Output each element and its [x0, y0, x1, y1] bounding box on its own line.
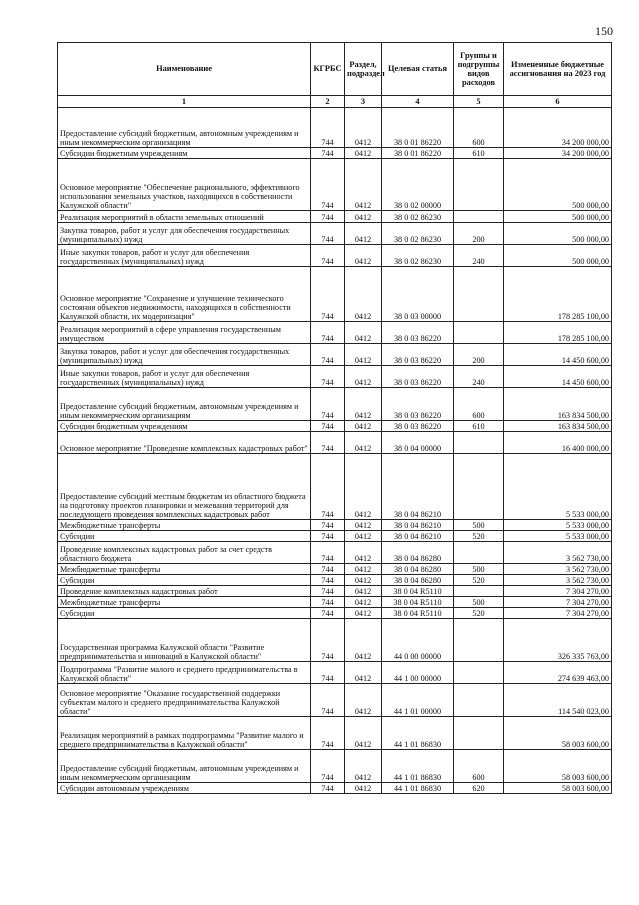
cell-target: 38 0 02 00000 — [382, 159, 454, 211]
cell-section: 0412 — [345, 211, 382, 223]
cell-group — [454, 684, 504, 717]
cell-kgrbs: 744 — [311, 684, 345, 717]
cell-amount: 7 304 270,00 — [504, 608, 612, 619]
table-row — [58, 159, 612, 211]
table-row — [58, 211, 612, 223]
cell-amount: 500 000,00 — [504, 159, 612, 211]
cell-name: Межбюджетные трансферты — [58, 597, 311, 608]
cell-group — [454, 322, 504, 344]
cell-section: 0412 — [345, 388, 382, 421]
cell-name: Предоставление субсидий местным бюджетам из областного бюджета на подготовку проектов планировки и межевания территорий для последующего проведения комплексных кадастровых работ — [58, 454, 311, 520]
column-number-row — [58, 96, 612, 108]
cell-kgrbs: 744 — [311, 586, 345, 597]
cell-target: 38 0 03 86220 — [382, 366, 454, 388]
cell-target: 38 0 03 86220 — [382, 344, 454, 366]
cell-group — [454, 586, 504, 597]
cell-amount: 500 000,00 — [504, 211, 612, 223]
cell-name: Проведение комплексных кадастровых работ за счет средств областного бюджета — [58, 542, 311, 564]
cell-section: 0412 — [345, 344, 382, 366]
cell-section: 0412 — [345, 421, 382, 432]
table-row — [58, 366, 612, 388]
cell-target: 44 1 00 00000 — [382, 662, 454, 684]
cell-section: 0412 — [345, 520, 382, 531]
cell-kgrbs: 744 — [311, 211, 345, 223]
cell-group: 520 — [454, 608, 504, 619]
table-row — [58, 108, 612, 148]
cell-group — [454, 159, 504, 211]
cell-section: 0412 — [345, 432, 382, 454]
cell-amount: 34 200 000,00 — [504, 148, 612, 159]
cell-kgrbs: 744 — [311, 322, 345, 344]
cell-kgrbs: 744 — [311, 245, 345, 267]
cell-amount: 163 834 500,00 — [504, 388, 612, 421]
cell-target: 38 0 02 86230 — [382, 245, 454, 267]
cell-name: Предоставление субсидий бюджетным, автономным учреждениям и иным некоммерческим организациям — [58, 388, 311, 421]
cell-target: 38 0 03 00000 — [382, 267, 454, 322]
cell-kgrbs: 744 — [311, 783, 345, 794]
table-row — [58, 684, 612, 717]
header-name: Наименование — [58, 43, 311, 96]
header-group: Группы и подгруппы видов расходов — [454, 43, 504, 96]
cell-amount: 7 304 270,00 — [504, 597, 612, 608]
cell-amount: 14 450 600,00 — [504, 366, 612, 388]
cell-name: Закупка товаров, работ и услуг для обеспечения государственных (муниципальных) нужд — [58, 344, 311, 366]
cell-name: Предоставление субсидий бюджетным, автономным учреждениям и иным некоммерческим организациям — [58, 108, 311, 148]
cell-kgrbs: 744 — [311, 108, 345, 148]
cell-target: 44 1 01 00000 — [382, 684, 454, 717]
table-row — [58, 783, 612, 794]
cell-section: 0412 — [345, 575, 382, 586]
cell-kgrbs: 744 — [311, 717, 345, 750]
cell-amount: 14 450 600,00 — [504, 344, 612, 366]
cell-section: 0412 — [345, 108, 382, 148]
cell-section: 0412 — [345, 148, 382, 159]
table-row — [58, 148, 612, 159]
cell-amount: 178 285 100,00 — [504, 322, 612, 344]
table-row — [58, 322, 612, 344]
cell-group: 520 — [454, 531, 504, 542]
cell-amount: 34 200 000,00 — [504, 108, 612, 148]
cell-kgrbs: 744 — [311, 454, 345, 520]
column-number: 6 — [504, 96, 612, 108]
table-row — [58, 520, 612, 531]
table-row — [58, 421, 612, 432]
cell-group: 240 — [454, 366, 504, 388]
cell-amount: 58 003 600,00 — [504, 783, 612, 794]
cell-group — [454, 717, 504, 750]
cell-kgrbs: 744 — [311, 223, 345, 245]
cell-target: 38 0 04 86280 — [382, 575, 454, 586]
cell-name: Основное мероприятие "Сохранение и улучшение технического состояния объектов недвижимости, находящихся в собственности Калужской области, их модернизация" — [58, 267, 311, 322]
cell-target: 44 0 00 00000 — [382, 619, 454, 662]
cell-name: Субсидии — [58, 575, 311, 586]
cell-name: Предоставление субсидий бюджетным, автономным учреждениям и иным некоммерческим организациям — [58, 750, 311, 783]
cell-amount: 16 400 000,00 — [504, 432, 612, 454]
cell-kgrbs: 744 — [311, 267, 345, 322]
cell-name: Иные закупки товаров, работ и услуг для обеспечения государственных (муниципальных) нужд — [58, 245, 311, 267]
cell-kgrbs: 744 — [311, 432, 345, 454]
cell-group — [454, 211, 504, 223]
cell-group — [454, 267, 504, 322]
cell-section: 0412 — [345, 597, 382, 608]
cell-section: 0412 — [345, 267, 382, 322]
cell-kgrbs: 744 — [311, 662, 345, 684]
cell-group — [454, 454, 504, 520]
cell-amount: 5 533 000,00 — [504, 520, 612, 531]
cell-name: Проведение комплексных кадастровых работ — [58, 586, 311, 597]
cell-kgrbs: 744 — [311, 148, 345, 159]
cell-amount: 500 000,00 — [504, 223, 612, 245]
cell-section: 0412 — [345, 245, 382, 267]
table-row — [58, 245, 612, 267]
cell-name: Иные закупки товаров, работ и услуг для обеспечения государственных (муниципальных) нужд — [58, 366, 311, 388]
cell-amount: 58 003 600,00 — [504, 750, 612, 783]
cell-name: Межбюджетные трансферты — [58, 520, 311, 531]
cell-name: Субсидии — [58, 531, 311, 542]
cell-kgrbs: 744 — [311, 531, 345, 542]
cell-target: 38 0 04 00000 — [382, 432, 454, 454]
cell-kgrbs: 744 — [311, 159, 345, 211]
cell-group: 610 — [454, 421, 504, 432]
column-number: 5 — [454, 96, 504, 108]
cell-name: Подпрограмма "Развитие малого и среднего предпринимательства в Калужской области" — [58, 662, 311, 684]
cell-target: 38 0 04 86280 — [382, 542, 454, 564]
table-row — [58, 223, 612, 245]
column-number: 1 — [58, 96, 311, 108]
cell-section: 0412 — [345, 750, 382, 783]
cell-group — [454, 542, 504, 564]
cell-group: 620 — [454, 783, 504, 794]
cell-amount: 114 540 023,00 — [504, 684, 612, 717]
cell-kgrbs: 744 — [311, 542, 345, 564]
cell-name: Субсидии бюджетным учреждениям — [58, 148, 311, 159]
column-number: 4 — [382, 96, 454, 108]
cell-section: 0412 — [345, 322, 382, 344]
cell-amount: 3 562 730,00 — [504, 564, 612, 575]
cell-group: 200 — [454, 223, 504, 245]
cell-name: Реализация мероприятий в области земельных отношений — [58, 211, 311, 223]
cell-name: Основное мероприятие "Обеспечение рационального, эффективного использования земельных участков, находящихся в собственности Калужской области" — [58, 159, 311, 211]
cell-target: 38 0 01 86220 — [382, 108, 454, 148]
cell-target: 38 0 03 86220 — [382, 421, 454, 432]
cell-section: 0412 — [345, 783, 382, 794]
cell-amount: 178 285 100,00 — [504, 267, 612, 322]
cell-target: 38 0 04 86280 — [382, 564, 454, 575]
header-amount: Измененные бюджетные ассигнования на 2023 год — [504, 43, 612, 96]
cell-group — [454, 619, 504, 662]
cell-group: 240 — [454, 245, 504, 267]
table-row — [58, 608, 612, 619]
table-row — [58, 542, 612, 564]
cell-section: 0412 — [345, 366, 382, 388]
cell-amount: 274 639 463,00 — [504, 662, 612, 684]
cell-name: Основное мероприятие "Проведение комплексных кадастровых работ" — [58, 432, 311, 454]
cell-kgrbs: 744 — [311, 388, 345, 421]
cell-kgrbs: 744 — [311, 366, 345, 388]
cell-amount: 326 335 763,00 — [504, 619, 612, 662]
cell-target: 38 0 04 R5110 — [382, 586, 454, 597]
cell-kgrbs: 744 — [311, 575, 345, 586]
cell-group: 500 — [454, 597, 504, 608]
cell-amount: 5 533 000,00 — [504, 531, 612, 542]
cell-amount: 500 000,00 — [504, 245, 612, 267]
column-number: 3 — [345, 96, 382, 108]
cell-name: Основное мероприятие "Оказание государственной поддержки субъектам малого и среднего предпринимательства Калужской области" — [58, 684, 311, 717]
cell-target: 38 0 04 R5110 — [382, 597, 454, 608]
cell-group: 600 — [454, 750, 504, 783]
cell-amount: 7 304 270,00 — [504, 586, 612, 597]
cell-section: 0412 — [345, 586, 382, 597]
cell-section: 0412 — [345, 454, 382, 520]
table-row — [58, 662, 612, 684]
cell-group: 600 — [454, 108, 504, 148]
cell-group: 600 — [454, 388, 504, 421]
cell-section: 0412 — [345, 564, 382, 575]
table-row — [58, 717, 612, 750]
page-number: 150 — [595, 24, 613, 38]
cell-kgrbs: 744 — [311, 750, 345, 783]
cell-section: 0412 — [345, 619, 382, 662]
cell-group: 200 — [454, 344, 504, 366]
cell-target: 44 1 01 86830 — [382, 717, 454, 750]
cell-target: 38 0 04 86210 — [382, 454, 454, 520]
cell-section: 0412 — [345, 717, 382, 750]
cell-target: 44 1 01 86830 — [382, 783, 454, 794]
table-row — [58, 564, 612, 575]
cell-amount: 3 562 730,00 — [504, 575, 612, 586]
table-row — [58, 267, 612, 322]
cell-kgrbs: 744 — [311, 520, 345, 531]
cell-target: 38 0 04 86210 — [382, 531, 454, 542]
cell-name: Субсидии автономным учреждениям — [58, 783, 311, 794]
cell-amount: 5 533 000,00 — [504, 454, 612, 520]
cell-section: 0412 — [345, 531, 382, 542]
cell-target: 38 0 02 86230 — [382, 211, 454, 223]
header-row — [58, 43, 612, 96]
column-number: 2 — [311, 96, 345, 108]
cell-name: Государственная программа Калужской области "Развитие предпринимательства и инноваций в Калужской области" — [58, 619, 311, 662]
cell-section: 0412 — [345, 159, 382, 211]
cell-target: 38 0 03 86220 — [382, 388, 454, 421]
table-row — [58, 454, 612, 520]
cell-name: Реализация мероприятий в рамках подпрограммы "Развитие малого и среднего предпринимательства в Калужской области" — [58, 717, 311, 750]
header-target: Целевая статья — [382, 43, 454, 96]
table-row — [58, 619, 612, 662]
cell-amount: 163 834 500,00 — [504, 421, 612, 432]
cell-name: Закупка товаров, работ и услуг для обеспечения государственных (муниципальных) нужд — [58, 223, 311, 245]
cell-target: 38 0 04 86210 — [382, 520, 454, 531]
cell-target: 38 0 02 86230 — [382, 223, 454, 245]
budget-table — [57, 42, 612, 794]
cell-amount: 3 562 730,00 — [504, 542, 612, 564]
table-row — [58, 586, 612, 597]
header-section: Раздел, подраздел — [345, 43, 382, 96]
table-row — [58, 344, 612, 366]
cell-amount: 58 003 600,00 — [504, 717, 612, 750]
cell-name: Реализация мероприятий в сфере управления государственным имуществом — [58, 322, 311, 344]
cell-group — [454, 432, 504, 454]
cell-group: 500 — [454, 564, 504, 575]
cell-target: 38 0 01 86220 — [382, 148, 454, 159]
cell-group: 500 — [454, 520, 504, 531]
cell-section: 0412 — [345, 608, 382, 619]
table-row — [58, 432, 612, 454]
cell-section: 0412 — [345, 662, 382, 684]
cell-name: Субсидии — [58, 608, 311, 619]
cell-kgrbs: 744 — [311, 564, 345, 575]
cell-target: 38 0 04 R5110 — [382, 608, 454, 619]
table-row — [58, 597, 612, 608]
cell-target: 38 0 03 86220 — [382, 322, 454, 344]
table-row — [58, 750, 612, 783]
cell-kgrbs: 744 — [311, 421, 345, 432]
cell-kgrbs: 744 — [311, 608, 345, 619]
cell-group: 520 — [454, 575, 504, 586]
cell-target: 44 1 01 86830 — [382, 750, 454, 783]
cell-section: 0412 — [345, 542, 382, 564]
cell-kgrbs: 744 — [311, 344, 345, 366]
cell-name: Межбюджетные трансферты — [58, 564, 311, 575]
table-row — [58, 575, 612, 586]
cell-kgrbs: 744 — [311, 597, 345, 608]
cell-name: Субсидии бюджетным учреждениям — [58, 421, 311, 432]
cell-section: 0412 — [345, 223, 382, 245]
header-kgrbs: КГРБС — [311, 43, 345, 96]
cell-kgrbs: 744 — [311, 619, 345, 662]
table-row — [58, 531, 612, 542]
cell-section: 0412 — [345, 684, 382, 717]
cell-group — [454, 662, 504, 684]
table-row — [58, 388, 612, 421]
cell-group: 610 — [454, 148, 504, 159]
